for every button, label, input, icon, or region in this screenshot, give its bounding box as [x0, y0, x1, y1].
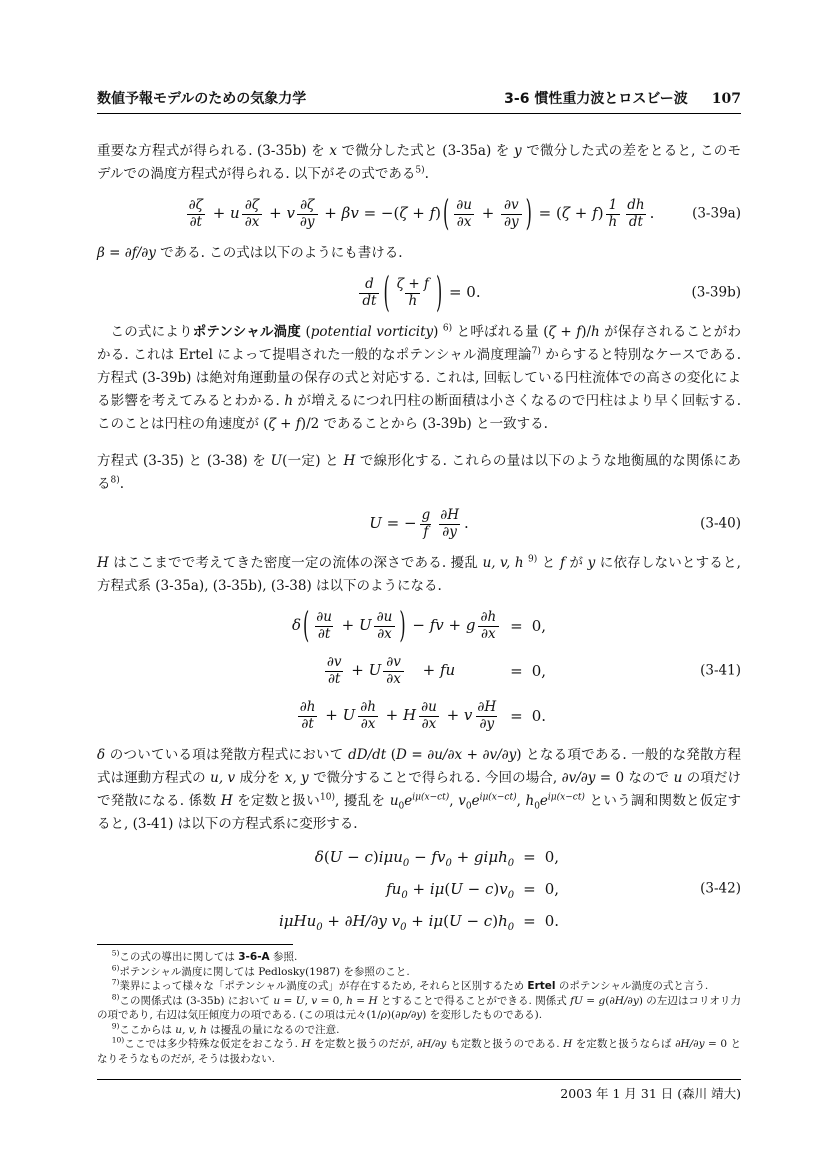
equation-3-39a-number: (3-39a)	[692, 205, 741, 222]
page-number: 107	[711, 91, 741, 107]
footnote-7-marker: 7)	[111, 977, 120, 987]
equation-3-39b-number: (3-39b)	[691, 284, 741, 301]
equation-3-40	[97, 508, 741, 540]
page-footer	[97, 1079, 741, 1103]
equation-3-39a	[97, 192, 741, 234]
footnote-10-text: ここでは多少特殊な仮定をおこなう. H を定数と扱うのだが, ∂H/∂y も定数と扱うのである. H を定数と扱うならば ∂H/∂y = 0 となりそうなものだが, そうは扱わない.	[97, 1038, 741, 1065]
equation-3-40-number: (3-40)	[700, 515, 741, 532]
footnote-rule	[97, 944, 293, 945]
paragraph-potential-vorticity: この式によりポテンシャル渦度 (potential vorticity) $^{6)}$ と呼ばれる量 (ζ + f)/h が保存されることがわかる. これは Ertel によって提唱された一般的なポテンシャル渦度理論$^{7)}$ からすると特別なケースである. 方程式 (3-39b) は絶対角運動量の保存の式と対応する. これは, 回転している円柱流体での高さの変化による影響を考えてみるとわかる. h が増えるにつれ円柱の断面積は小さくなるので円柱はより早く回転する. このことは円柱の角速度が (ζ + f)/2 であることから (3-39b) と一致する.	[97, 323, 742, 433]
footnote-6-text: ポテンシャル渦度に関しては Pedlosky(1987) を参照のこと.	[119, 965, 410, 978]
footnote-9	[97, 1023, 741, 1038]
paragraph-vorticity-intro: 重要な方程式が得られる. (3-35b) を x で微分した式と (3-35a) を y で微分した式の差をとると, このモデルでの渦度方程式が得られる. 以下がその式である$^{5)}$.	[97, 143, 742, 182]
header-right	[504, 90, 741, 108]
footnote-10-marker: 10)	[111, 1035, 125, 1045]
footnote-7	[97, 979, 741, 994]
page-header	[97, 90, 741, 114]
footnote-6	[97, 965, 741, 980]
paragraph-linearization: 方程式 (3-35) と (3-38) を U(一定) と H で線形化する. これらの量は以下のような地衡風的な関係にある$^{8)}$.	[97, 453, 742, 493]
footnote-5-text: この式の導出に関しては 3-6-A 参照.	[119, 951, 298, 964]
footnote-8-marker: 8)	[111, 992, 120, 1002]
footnotes-section	[97, 944, 741, 1066]
paragraph-beta-definition: β = ∂f/∂y である. この式は以下のようにも書ける.	[97, 245, 403, 262]
equation-3-41-number: (3-41)	[700, 662, 741, 679]
section-title: 3-6 慣性重力波とロスビー波	[504, 91, 688, 107]
equation-3-39b	[97, 267, 741, 317]
footnote-6-marker: 6)	[111, 963, 120, 973]
footnote-5	[97, 950, 741, 965]
footnote-7-text: 業界によって様々な「ポテンシャル渦度の式」が存在するため, それらと区別するため Ertel のポテンシャル渦度の式と言う.	[119, 980, 709, 993]
paragraph-fluid-depth: H はここまでで考えてきた密度一定の流体の深さである. 擾乱 u, v, h $^{9)}$ と f が y に依存しないとすると, 方程式系 (3-35a), (3-35b), (3-38) は以下のようになる.	[97, 554, 741, 595]
equation-3-40-body: U = − $\frac{g}{f}$ $\frac{\partial H}{\partial y}$ .	[369, 507, 469, 540]
equation-3-41-body: δ ( $\frac{\partial u}{\partial t}$ + U $\frac{\partial u}{\partial x}$ ) − fv + g $\frac{\partial h}{\partial x}$ = 0, $\frac{\partial v}{\partial t}$ + U $\frac{\partial v}{\partial x}$ + fu = 0, $\frac{\partial h}{\partial t}$ + U $\frac{\partial h}{\partial x}$ + H $\frac{\partial u}{\partial x}$ + v $\frac{\partial H}{\partial y}$ = 0.	[291, 604, 547, 732]
equation-3-42-body: $\delta(U - c)i\mu u_0 - fv_0 + gi\mu h_0$ = 0, $fu_0 + i\mu(U - c)v_0$ = 0, iμHu$_0$ + ∂H/∂y $v_0 + i\mu(U - c)h_0$ = 0.	[278, 848, 559, 933]
footnote-10	[97, 1037, 741, 1066]
equation-3-41	[97, 604, 741, 732]
paragraph-divergence: δ のついている項は発散方程式において dD/dt (D = ∂u/∂x + ∂v/∂y) となる項である. 一般的な発散方程式は運動方程式の u, v 成分を x, y で微分することで得られる. 今回の場合, ∂v/∂y = 0 なので u の項だけで発散になる. 係数 H を定数と扱い$^{10)}$, 擾乱を $u_0e^{i\mu(x-ct)}$, $v_0e^{i\mu(x-ct)}$, $h_0e^{i\mu(x-ct)}$ という調和関数と仮定すると, (3-41) は以下の方程式系に変形する.	[97, 747, 742, 833]
footnote-8	[97, 994, 741, 1023]
footnote-5-marker: 5)	[111, 948, 120, 958]
footer-date: 2003 年 1 月 31 日 (森川 靖大)	[560, 1086, 741, 1102]
footer-rule	[97, 1079, 741, 1080]
equation-3-39a-body: $\frac{\partial\zeta}{\partial t}$ + u $\frac{\partial\zeta}{\partial x}$ + v $\frac{\partial\zeta}{\partial y}$ + βv = −(ζ + f) ( $\frac{\partial u}{\partial x}$ + $\frac{\partial v}{\partial y}$ ) = (ζ + f) $\frac{1}{h}$ $\frac{dh}{dt}$ .	[184, 204, 655, 222]
equation-3-42-number: (3-42)	[700, 880, 741, 897]
footnote-9-marker: 9)	[111, 1021, 120, 1031]
footnote-8-text: この関係式は (3-35b) において u = U, v = 0, h = H とすることで得ることができる. 関係式 fU = g(∂H/∂y) の左辺はコリオリ力の項であり, 右辺は気圧傾度力の項である. (この項は元々(1/ρ)(∂p/∂y) を変形したものである).	[97, 994, 741, 1022]
book-title: 数値予報モデルのための気象力学	[97, 91, 307, 107]
footnote-9-text: ここからは u, v, h は擾乱の量になるので注意.	[119, 1023, 340, 1036]
equation-3-42	[97, 848, 741, 933]
equation-3-39b-body: $\frac{d}{dt}$ ( $\frac{\zeta + f}{h}$ ) = 0.	[357, 283, 480, 301]
